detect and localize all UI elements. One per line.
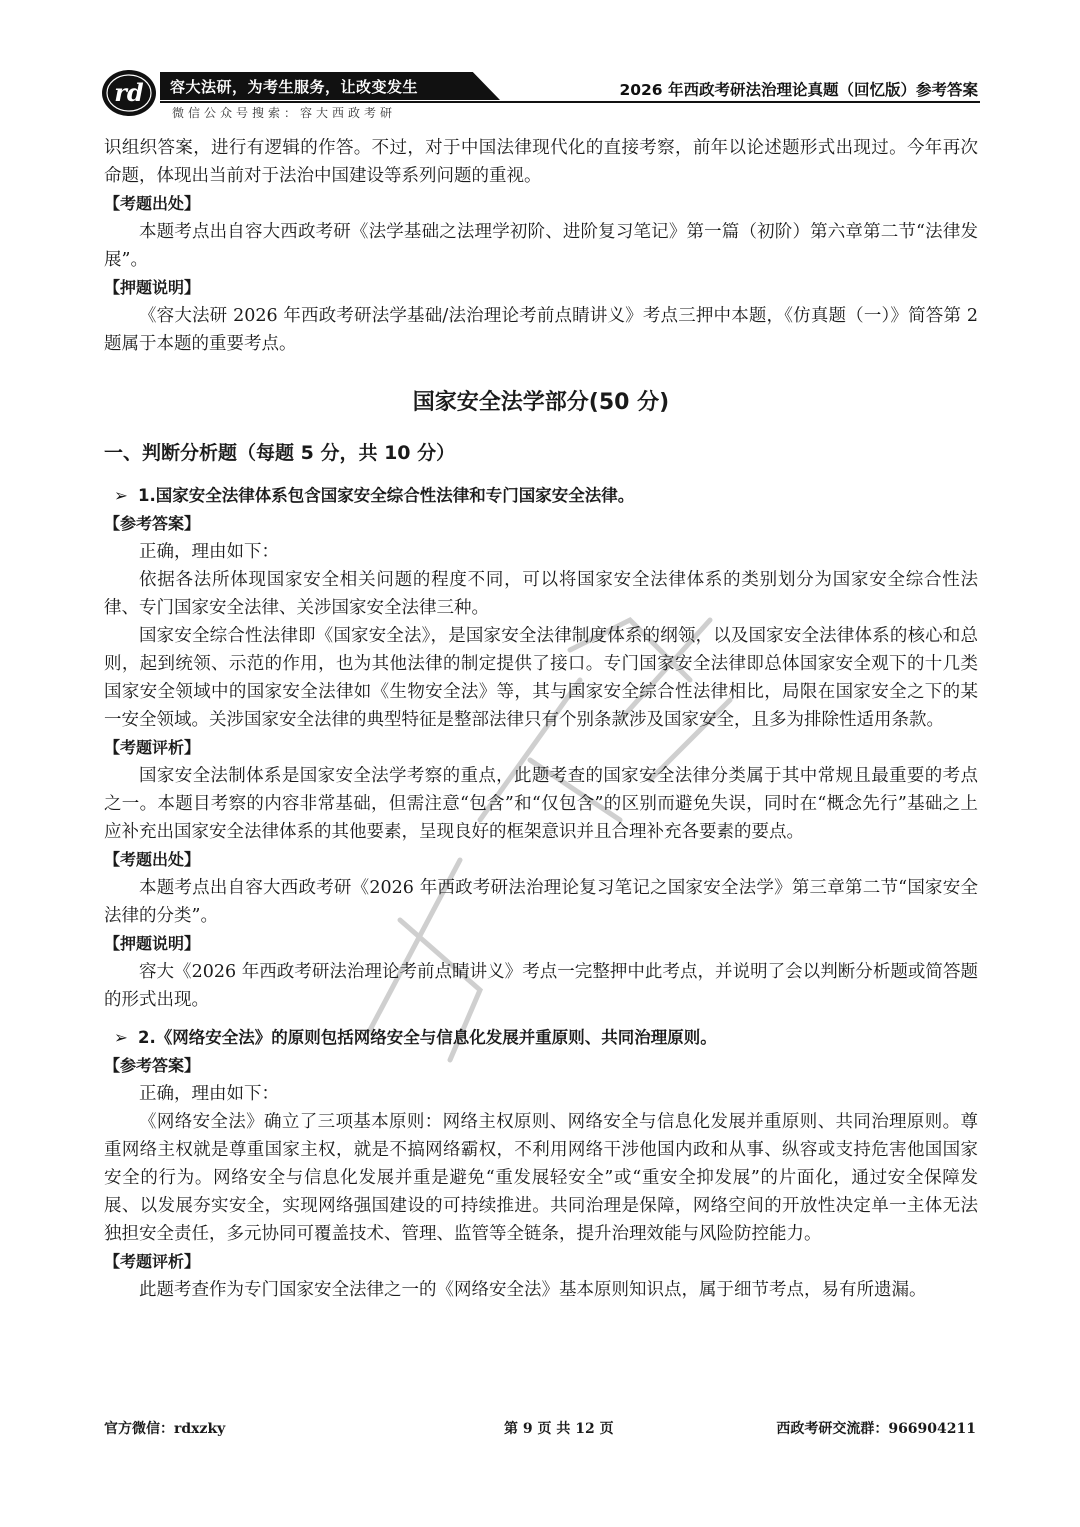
rd-logo-icon	[100, 68, 158, 118]
question-1	[104, 482, 978, 510]
source-text: 本题考点出自容大西政考研《2026 年西政考研法治理论复习笔记之国家安全法学》第三章第二节“国家安全法律的分类”。	[104, 878, 978, 926]
footer-wechat: 官方微信：rdxzky	[104, 1421, 226, 1437]
header-rule	[160, 101, 980, 103]
intro-paragraph: 识组织答案，进行有逻辑的作答。不过，对于中国法律现代化的直接考察，前年以论述题形式出现过。今年再次命题，体现出当前对于法治中国建设等系列问题的重视。	[104, 138, 978, 186]
source-tag: 【考题出处】	[104, 850, 201, 869]
answer-verdict: 正确，理由如下：	[139, 1084, 279, 1104]
analysis-text: 此题考查作为专门国家安全法律之一的《网络安全法》基本原则知识点，属于细节考点，易有所遗漏。	[139, 1280, 927, 1300]
source-text: 本题考点出自容大西政考研《法学基础之法理学初阶、进阶复习笔记》第一篇（初阶）第六章第二节“法律发展”。	[104, 222, 978, 270]
page-footer	[104, 1418, 976, 1440]
predict-tag: 【押题说明】	[104, 934, 201, 953]
header-slogan: 容大法研，为考生服务，让改变发生	[170, 78, 419, 96]
arrow-bullet-icon: ➢	[114, 486, 128, 505]
part-title: 一、判断分析题（每题 5 分，共 10 分）	[104, 442, 456, 464]
predict-tag: 【押题说明】	[104, 278, 201, 297]
source-tag: 【考题出处】	[104, 194, 201, 213]
question-2-text: 2.《网络安全法》的原则包括网络安全与信息化发展并重原则、共同治理原则。	[138, 1028, 717, 1047]
predict-text: 容大《2026 年西政考研法治理论考前点睛讲义》考点一完整押中此考点，并说明了会以判断分析题或简答题的形式出现。	[104, 962, 978, 1010]
analysis-tag: 【考题评析】	[104, 1252, 201, 1271]
svg-text:rd: rd	[114, 78, 144, 107]
section-title: 国家安全法学部分(50 分)	[412, 390, 670, 415]
answer-paragraph: 《网络安全法》确立了三项基本原则：网络主权原则、网络安全与信息化发展并重原则、共同治理原则。尊重网络主权就是尊重国家主权，就是不搞网络霸权，不利用网络干涉他国内政和从事、纵容或支持危害他国国家安全的行为。网络安全与信息化发展并重是避免“重发展轻安全”或“重安全抑发展”的片面化，通过安全保障发展、以发展夯实安全，实现网络强国建设的可持续推进。共同治理是保障，网络空间的开放性决定单一主体无法独担安全责任，多元协同可覆盖技术、管理、监管等全链条，提升治理效能与风险防控能力。	[104, 1112, 978, 1244]
answer-verdict: 正确，理由如下：	[139, 542, 279, 562]
header-wechat-search: 微信公众号搜索：容大西政考研	[172, 106, 397, 120]
footer-group: 西政考研交流群：966904211	[776, 1421, 976, 1437]
question-1-text: 1.国家安全法律体系包含国家安全综合性法律和专门国家安全法律。	[138, 486, 635, 505]
arrow-bullet-icon: ➢	[114, 1028, 128, 1047]
answer-tag: 【参考答案】	[104, 1056, 201, 1075]
page-number: 第 9 页 共 12 页	[504, 1421, 614, 1437]
analysis-text: 国家安全法制体系是国家安全法学考察的重点，此题考查的国家安全法律分类属于其中常规且最重要的考点之一。本题目考察的内容非常基础，但需注意“包含”和“仅包含”的区别而避免失误，同时在“概念先行”基础之上应补充出国家安全法律体系的其他要素，呈现良好的框架意识并且合理补充各要素的要点。	[104, 766, 978, 842]
answer-paragraph: 国家安全综合性法律即《国家安全法》，是国家安全法律制度体系的纲领，以及国家安全法律体系的核心和总则，起到统领、示范的作用，也为其他法律的制定提供了接口。专门国家安全法律即总体国家安全观下的十几类国家安全领域中的国家安全法律如《生物安全法》等，其与国家安全综合性法律相比，局限在国家安全之下的某一安全领域。关涉国家安全法律的典型特征是整部法律只有个别条款涉及国家安全，且多为排除性适用条款。	[104, 626, 978, 730]
analysis-tag: 【考题评析】	[104, 738, 201, 757]
document-title: 2026 年西政考研法治理论真题（回忆版）参考答案	[619, 81, 978, 99]
question-2	[104, 1024, 978, 1052]
predict-text: 《容大法研 2026 年西政考研法学基础/法治理论考前点睛讲义》考点三押中本题，《仿真题（一）》简答第 2 题属于本题的重要考点。	[104, 306, 978, 354]
answer-tag: 【参考答案】	[104, 514, 201, 533]
document-body	[104, 134, 978, 1304]
answer-paragraph: 依据各法所体现国家安全相关问题的程度不同，可以将国家安全法律体系的类别划分为国家安全综合性法律、专门国家安全法律、关涉国家安全法律三种。	[104, 570, 978, 618]
